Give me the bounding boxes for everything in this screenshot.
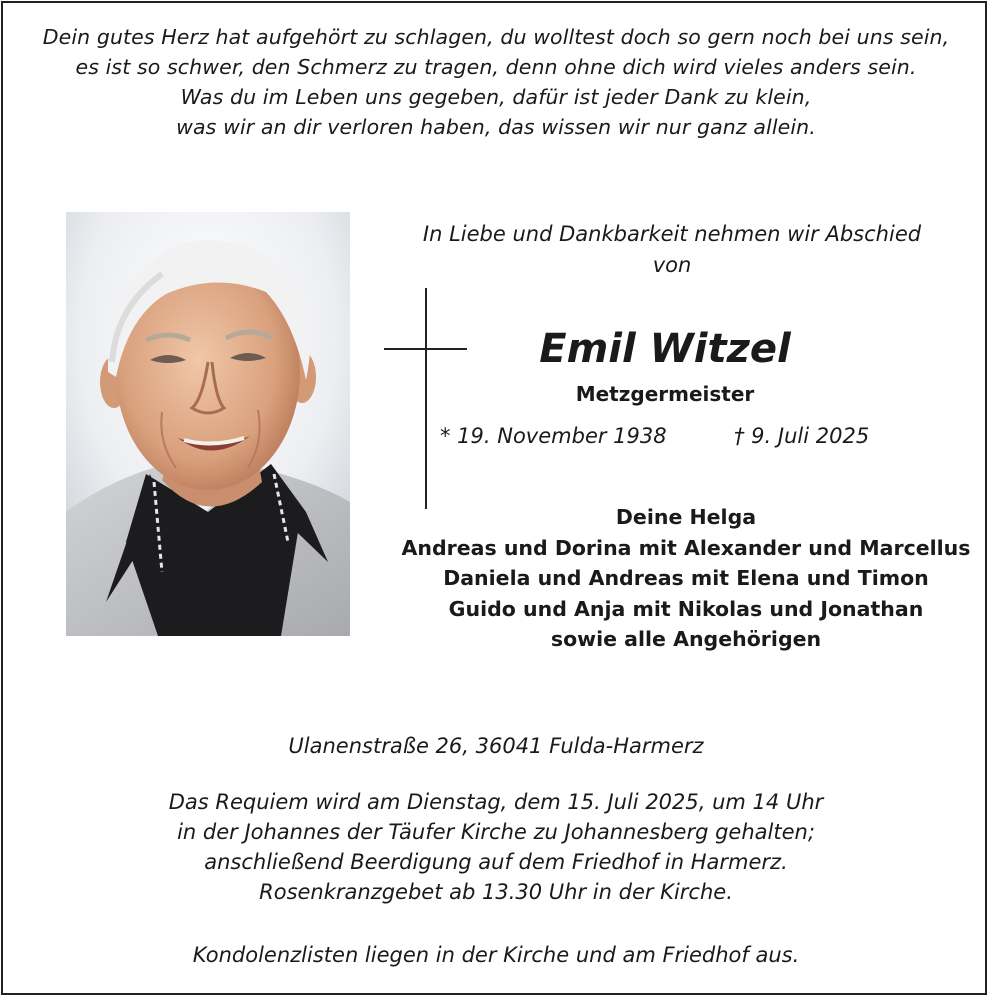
intro-text — [382, 219, 962, 281]
family-list — [360, 502, 992, 655]
poem-line: Dein gutes Herz hat aufgehört zu schlagen, du wolltest doch so gern noch bei uns sein, — [42, 25, 950, 49]
family-line: sowie alle Angehörigen — [550, 627, 822, 651]
requiem-line: in der Johannes der Täufer Kirche zu Johannesberg gehalten; — [177, 820, 815, 844]
requiem-info — [0, 787, 992, 907]
requiem-line: Rosenkranzgebet ab 13.30 Uhr in der Kirche. — [259, 880, 733, 904]
portrait-photo — [66, 212, 350, 636]
death-date: † 9. Juli 2025 — [734, 424, 870, 448]
requiem-line: Das Requiem wird am Dienstag, dem 15. Juli 2025, um 14 Uhr — [168, 790, 824, 814]
requiem-line: anschließend Beerdigung auf dem Friedhof in Harmerz. — [204, 850, 788, 874]
family-line: Deine Helga — [615, 505, 757, 529]
poem-line: was wir an dir verloren haben, das wissen wir nur ganz allein. — [176, 115, 816, 139]
condolence-note: Kondolenzlisten liegen in der Kirche und am Friedhof aus. — [192, 943, 800, 967]
family-line: Andreas und Dorina mit Alexander und Marcellus — [401, 535, 971, 560]
cross-icon-bar — [384, 348, 467, 350]
intro-line: von — [652, 253, 692, 277]
family-line: Daniela und Andreas mit Elena und Timon — [443, 566, 929, 590]
address: Ulanenstraße 26, 36041 Fulda-Harmerz — [288, 734, 704, 758]
deceased-occupation: Metzgermeister — [575, 382, 755, 406]
poem-line: es ist so schwer, den Schmerz zu tragen, denn ohne dich wird vieles anders sein. — [75, 55, 917, 79]
intro-line: In Liebe und Dankbarkeit nehmen wir Abschied — [422, 222, 922, 246]
cross-icon — [425, 288, 427, 509]
deceased-name: Emil Witzel — [539, 326, 791, 372]
poem — [0, 22, 992, 142]
family-line: Guido und Anja mit Nikolas und Jonathan — [448, 596, 924, 621]
birth-date: * 19. November 1938 — [440, 424, 667, 448]
poem-line: Was du im Leben uns gegeben, dafür ist jeder Dank zu klein, — [180, 85, 812, 109]
